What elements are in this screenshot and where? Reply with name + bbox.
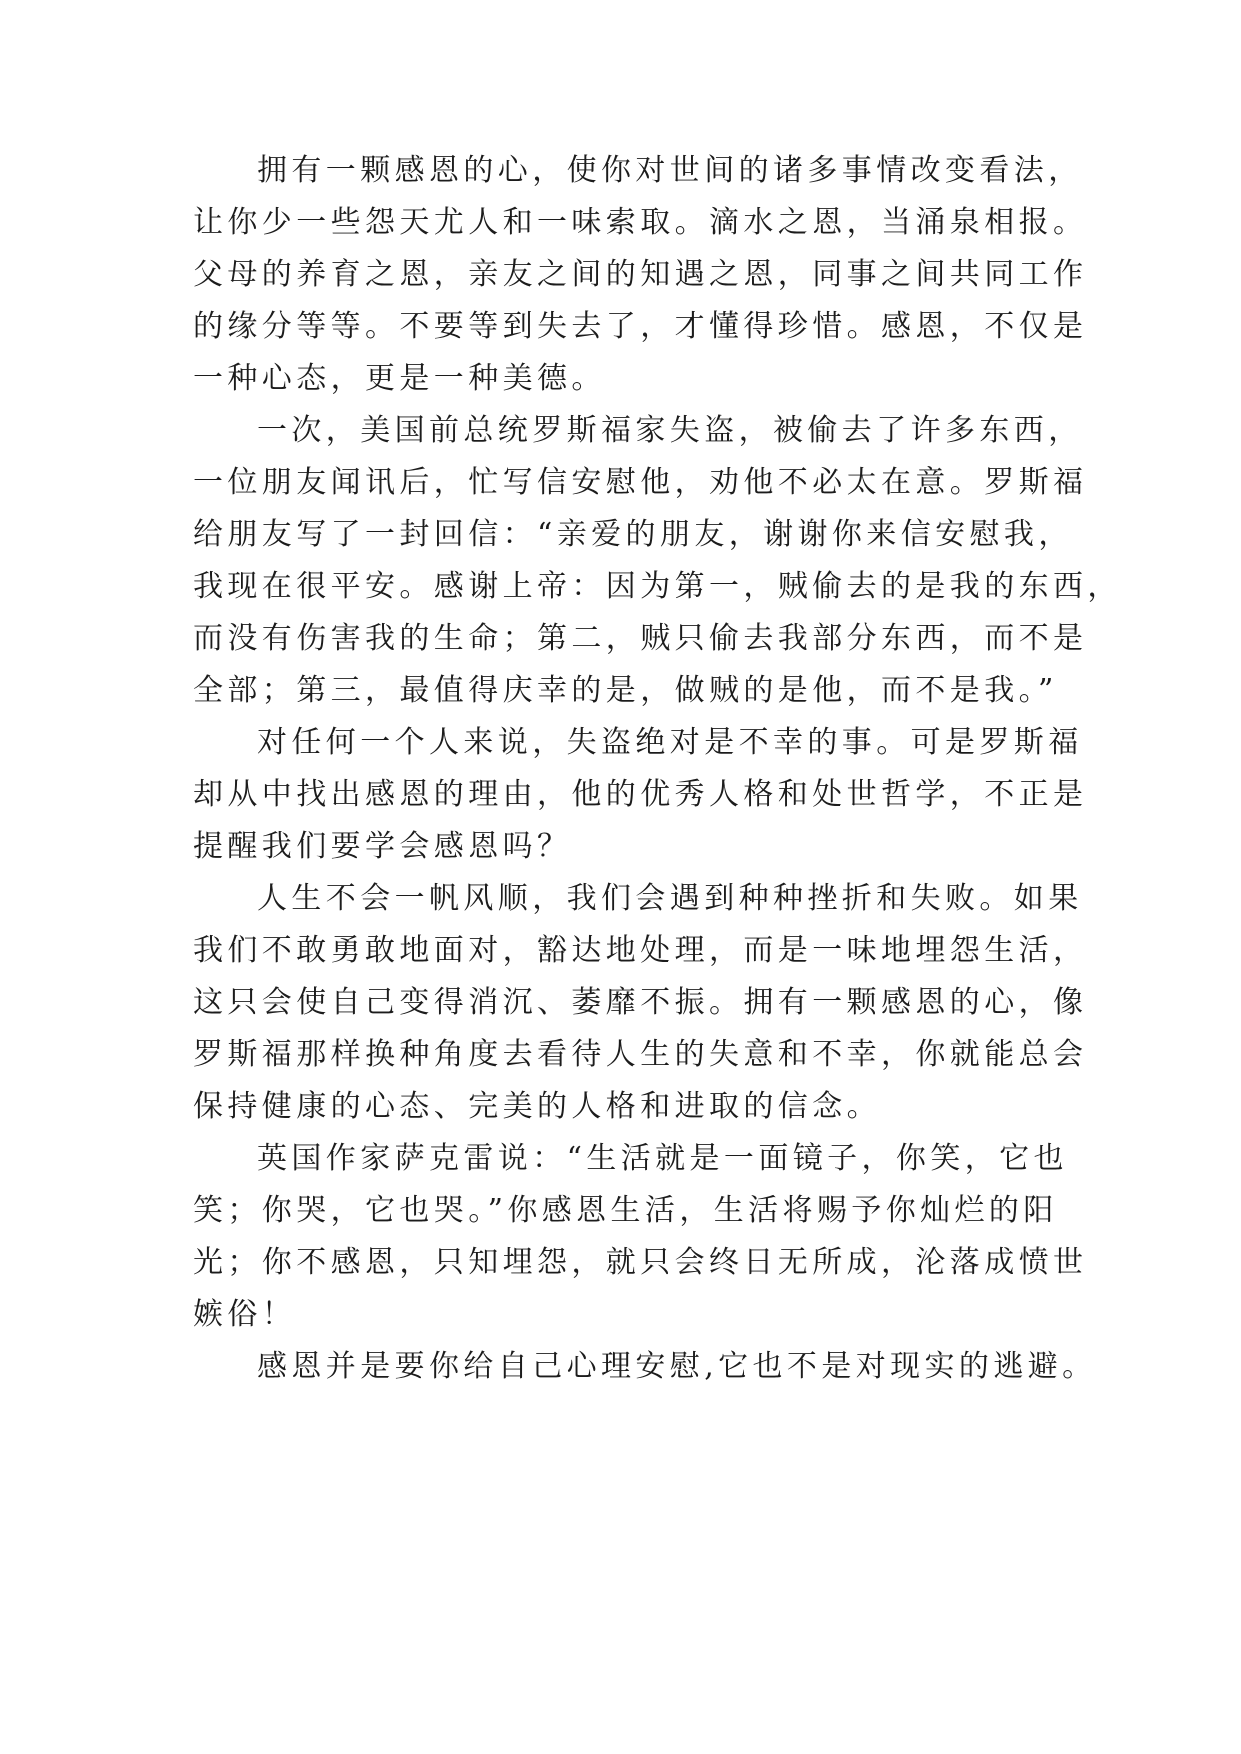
text-line: 罗斯福那样换种角度去看待人生的失意和不幸，你就能总会 [193, 1037, 1088, 1072]
text-line: 一位朋友闻讯后，忙写信安慰他，劝他不必太在意。罗斯福 [193, 465, 1088, 500]
text-line: 的缘分等等。不要等到失去了，才懂得珍惜。感恩，不仅是 [193, 309, 1088, 344]
text-line: 对任何一个人来说，失盗绝对是不幸的事。可是罗斯福 [257, 725, 1083, 760]
text-line: 让你少一些怨天尤人和一味索取。滴水之恩，当涌泉相报。 [193, 205, 1088, 240]
text-line: 父母的养育之恩，亲友之间的知遇之恩，同事之间共同工作 [193, 257, 1088, 292]
text-line: 提醒我们要学会感恩吗？ [193, 829, 572, 864]
text-line: 给朋友写了一封回信：“亲爱的朋友，谢谢你来信安慰我， [193, 517, 1073, 552]
text-line: 我现在很平安。感谢上帝：因为第一，贼偷去的是我的东西， [193, 569, 1122, 604]
text-line: 光；你不感恩，只知埋怨，就只会终日无所成，沦落成愤世 [193, 1245, 1088, 1280]
text-line: 而没有伤害我的生命；第二，贼只偷去我部分东西，而不是 [193, 621, 1088, 656]
text-line: 嫉俗！ [193, 1297, 297, 1332]
text-line: 笑；你哭，它也哭。”你感恩生活，生活将赐予你灿烂的阳 [193, 1193, 1058, 1228]
text-line: 我们不敢勇敢地面对，豁达地处理，而是一味地埋怨生活， [193, 933, 1088, 968]
text-line: 一种心态，更是一种美德。 [193, 361, 606, 396]
text-line: 人生不会一帆风顺，我们会遇到种种挫折和失败。如果 [257, 881, 1083, 916]
text-line: 一次，美国前总统罗斯福家失盗，被偷去了许多东西， [257, 413, 1083, 448]
text-line: 感恩并是要你给自己心理安慰,它也不是对现实的逃避。 [257, 1349, 1097, 1384]
text-line: 英国作家萨克雷说：“生活就是一面镜子，你笑，它也 [257, 1141, 1068, 1176]
text-line: 这只会使自己变得消沉、萎靡不振。拥有一颗感恩的心，像 [193, 985, 1088, 1020]
text-line: 拥有一颗感恩的心，使你对世间的诸多事情改变看法， [257, 153, 1083, 188]
text-line: 全部；第三，最值得庆幸的是，做贼的是他，而不是我。” [193, 673, 1058, 708]
text-line: 保持健康的心态、完美的人格和进取的信念。 [193, 1089, 881, 1124]
text-line: 却从中找出感恩的理由，他的优秀人格和处世哲学，不正是 [193, 777, 1088, 812]
